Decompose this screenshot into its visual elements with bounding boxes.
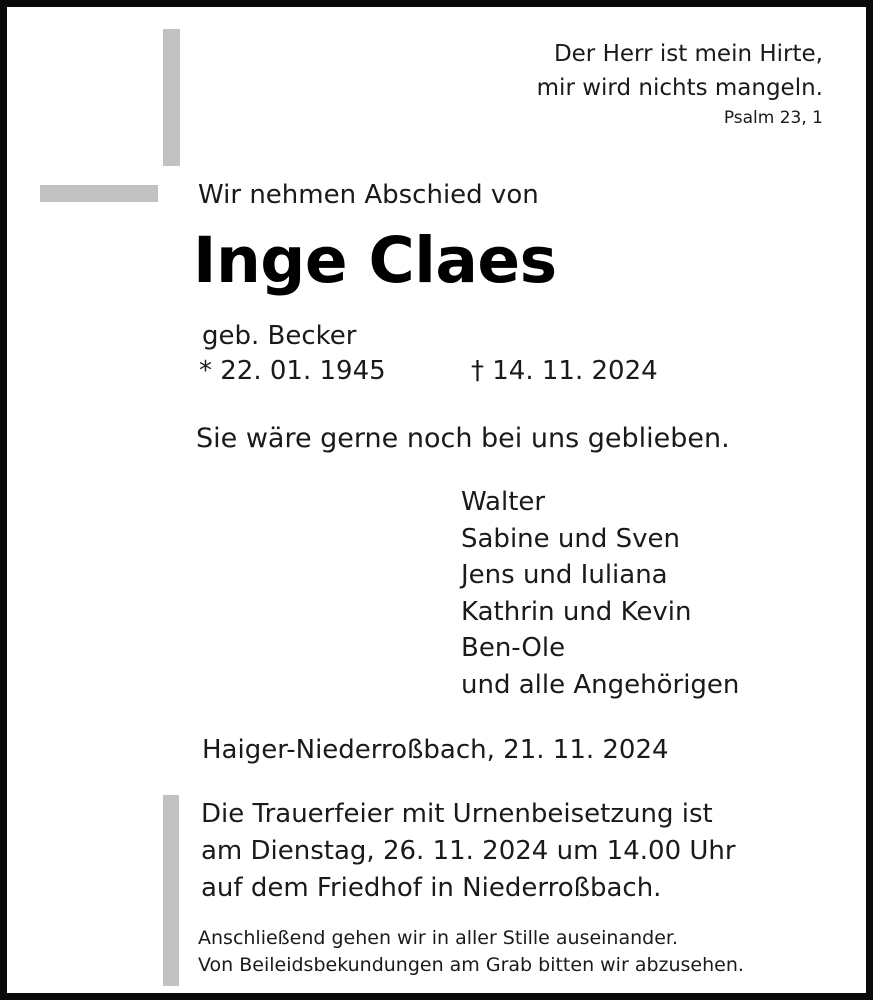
- deceased-name: Inge Claes: [193, 224, 557, 297]
- service-accent-bar: [163, 795, 179, 986]
- birth-date: * 22. 01. 1945: [199, 356, 386, 386]
- closing-line-2: Von Beileidsbekundungen am Grab bitten wir abzusehen.: [198, 954, 744, 976]
- closing-line-1: Anschließend gehen wir in aller Stille auseinander.: [198, 927, 679, 949]
- closing-note: [198, 925, 744, 979]
- place-and-date: Haiger-Niederroßbach, 21. 11. 2024: [202, 735, 669, 765]
- service-line-2: am Dienstag, 26. 11. 2024 um 14.00 Uhr: [201, 836, 736, 866]
- mourner-item: Sabine und Sven: [461, 523, 680, 554]
- mourner-item: und alle Angehörigen: [461, 669, 740, 700]
- cross-horizontal-beam: [40, 185, 158, 202]
- mourner-item: Kathrin und Kevin: [461, 596, 692, 627]
- mourner-item: Ben-Ole: [461, 633, 566, 664]
- death-date: † 14. 11. 2024: [471, 356, 658, 386]
- verse-source: Psalm 23, 1: [723, 108, 823, 128]
- mourners-list: [461, 484, 739, 704]
- farewell-intro: Wir nehmen Abschied von: [198, 180, 539, 210]
- verse-line-2: mir wird nichts mangeln.: [536, 75, 823, 101]
- maiden-name: geb. Becker: [202, 321, 357, 351]
- mourner-item: Walter: [461, 487, 546, 517]
- sentiment-line: Sie wäre gerne noch bei uns geblieben.: [196, 423, 730, 454]
- verse-line-1: Der Herr ist mein Hirte,: [553, 41, 823, 67]
- mourner-item: Jens und Iuliana: [461, 560, 668, 591]
- service-line-3: auf dem Friedhof in Niederroßbach.: [201, 873, 662, 903]
- cross-vertical-beam: [163, 29, 180, 166]
- funeral-service-info: [201, 796, 736, 907]
- service-line-1: Die Trauerfeier mit Urnenbeisetzung ist: [201, 799, 713, 829]
